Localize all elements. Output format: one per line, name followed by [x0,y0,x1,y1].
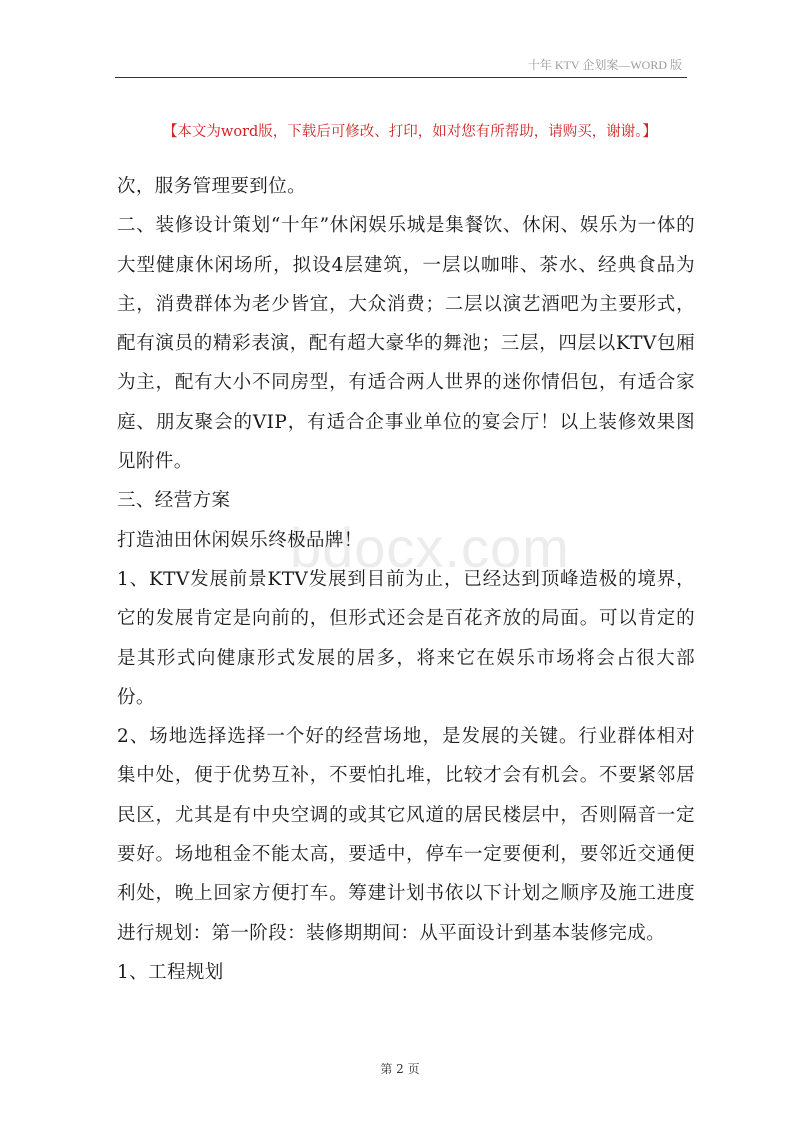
header-title: 十年 KTV 企划案—WORD 版 [527,58,682,72]
paragraph: 1、工程规划 [117,961,224,983]
paragraph: 二、装修设计策划“十年”休闲娱乐城是集餐饮、休闲、娱乐为一体的大型健康休闲场所，拟设4层建筑，一层以咖啡、茶水、经典食品为主，消费群体为老少皆宜，大众消费；二层以演艺酒吧为主要形式，配有演员的精彩表演，配有超大豪华的舞池；三层，四层以KTV包厢为主，配有大小不同房型，有适合两人世界的迷你情侣包，有适合家庭、朋友聚会的VIP，有适合企事业单位的宴会厅！以上装修效果图见附件。 [117,215,695,473]
header-divider [115,77,687,78]
watermark: bdocx.com [290,516,570,579]
paragraph: 打造油田休闲娱乐终极品牌！ [117,529,363,551]
purchase-notice: 【本文为word版，下载后可修改、打印，如对您有所帮助，请购买，谢谢。】 [162,124,658,140]
paragraph: 次，服务管理要到位。 [117,176,307,197]
paragraph: 1、KTV发展前景KTV发展到目前为止，已经达到顶峰造极的境界，它的发展肯定是向前的，但形式还会是百花齐放的局面。可以肯定的是其形式向健康形式发展的居多，将来它在娱乐市场将会占很大部份。 [117,568,695,708]
paragraph: 2、场地选择选择一个好的经营场地，是发展的关键。行业群体相对集中处，便于优势互补，不要怕扎堆，比较才会有机会。不要紧邻居民区，尤其是有中央空调的或其它风道的居民楼层中，否则隔音一定要好。场地租金不能太高，要适中，停车一定要便利，要邻近交通便利处，晚上回家方便打车。筹建计划书依以下计划之顺序及施工进度进行规划：第一阶段：装修期期间：从平面设计到基本装修完成。 [117,726,695,944]
page-number: 第 2 页 [380,1062,420,1076]
paragraph: 三、经营方案 [117,490,231,512]
document-body [117,167,695,992]
